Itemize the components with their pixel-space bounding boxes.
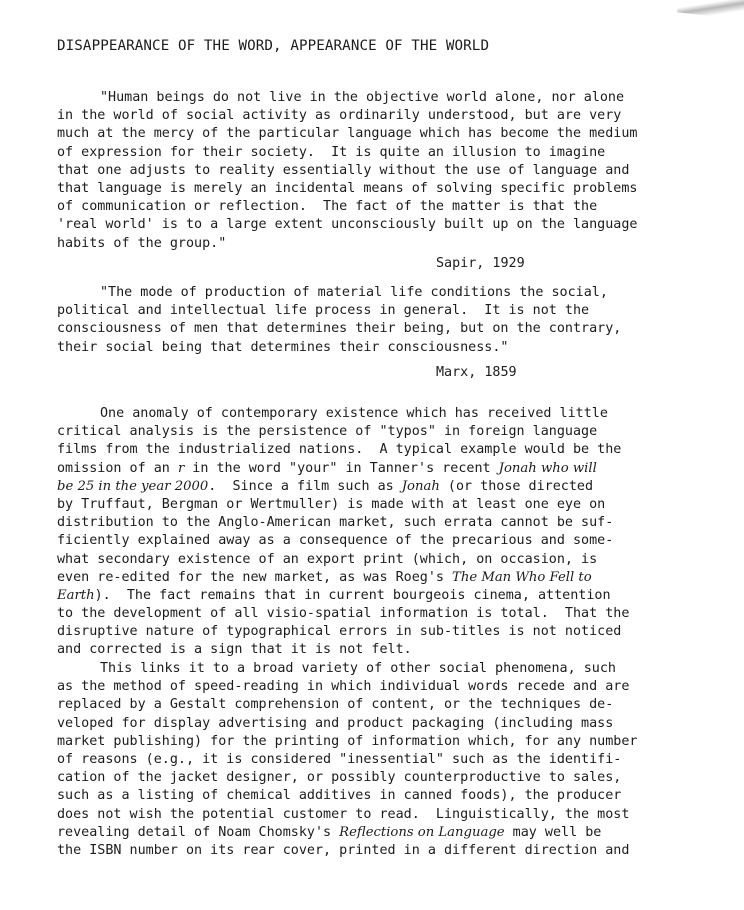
film-title-italic: be 25 in the year 2000 <box>57 478 209 494</box>
text-line: critical analysis is the persistence of "typos" in foreign language <box>57 424 598 440</box>
text-line: revealing detail of Noam Chomsky's Reflections on Language may well be <box>57 824 602 840</box>
book-title-italic: Reflections on Language <box>339 824 505 840</box>
text-line: cation of the jacket designer, or possibly counterproductive to sales, <box>57 770 622 786</box>
text-line: and corrected is a sign that it is not felt. <box>57 642 412 658</box>
text-line: ficiently explained away as a consequence of the precarious and some- <box>57 533 614 549</box>
body-paragraph-1 <box>57 405 717 660</box>
text-line: of communication or reflection. The fact of the matter is that the <box>57 199 598 215</box>
text-line: that language is merely an incidental means of solving specific problems <box>57 180 638 196</box>
text-line: replaced by a Gestalt comprehension of content, or the techniques de- <box>57 697 614 713</box>
text-line: even re-edited for the new market, as was Roeg's The Man Who Fell to <box>57 569 592 585</box>
italic-letter: r <box>177 460 185 476</box>
body-paragraph-2 <box>57 660 717 860</box>
text-line: One anomaly of contemporary existence which has received little <box>100 406 608 421</box>
text-line: of reasons (e.g., it is considered "inessential" such as the identifi- <box>57 751 622 767</box>
text-line: disruptive nature of typographical errors in sub-titles is not noticed <box>57 624 622 640</box>
text-line: "The mode of production of material life conditions the social, <box>100 285 608 300</box>
text-line: that one adjusts to reality essentially without the use of language and <box>57 162 630 178</box>
text-line: as the method of speed-reading in which individual words recede and are <box>57 679 630 695</box>
text-line: does not wish the potential customer to read. Linguistically, the most <box>57 806 630 822</box>
epigraph-quote-marx <box>57 284 717 357</box>
text-line: such as a listing of chemical additives in canned foods), the producer <box>57 788 622 804</box>
attribution-marx: Marx, 1859 <box>436 365 517 380</box>
film-title-italic: Jonah <box>401 478 440 494</box>
text-line: consciousness of men that determines their being, but on the contrary, <box>57 321 622 337</box>
text-line: veloped for display advertising and product packaging (including mass <box>57 715 614 731</box>
text-line: what secondary existence of an export print (which, on occasion, is <box>57 551 598 567</box>
text-line: This links it to a broad variety of other social phenomena, such <box>100 661 616 676</box>
text-line: of expression for their society. It is quite an illusion to imagine <box>57 144 606 160</box>
text-line: political and intellectual life process in general. It is not the <box>57 303 590 319</box>
epigraph-quote-sapir <box>57 89 717 253</box>
attribution-sapir: Sapir, 1929 <box>436 256 525 271</box>
text-line: 'real world' is to a large extent unconsciously built up on the language <box>57 217 638 233</box>
text-line: in the world of social activity as ordinarily understood, but are very <box>57 108 622 124</box>
text-line: the ISBN number on its rear cover, printed in a different direction and <box>57 842 630 858</box>
page-title: DISAPPEARANCE OF THE WORD, APPEARANCE OF THE WORLD <box>57 38 490 54</box>
film-title-italic: Jonah who will <box>498 460 597 476</box>
film-title-italic: Earth <box>57 587 95 603</box>
text-line: to the development of all visio-spatial information is total. That the <box>57 606 630 622</box>
text-line: films from the industrialized nations. A typical example would be the <box>57 442 622 458</box>
text-line: be 25 in the year 2000. Since a film such as Jonah (or those directed <box>57 478 594 494</box>
film-title-italic: The Man Who Fell to <box>452 569 592 585</box>
text-line: by Truffaut, Bergman or Wertmuller) is made with at least one eye on <box>57 496 606 512</box>
text-line: distribution to the Anglo-American market, such errata cannot be suf- <box>57 515 614 531</box>
text-line: habits of the group." <box>57 235 227 251</box>
page-corner-shadow <box>677 0 744 20</box>
text-line: their social being that determines their consciousness." <box>57 339 509 355</box>
text-line: much at the mercy of the particular language which has become the medium <box>57 126 638 142</box>
text-line: Earth). The fact remains that in current bourgeois cinema, attention <box>57 587 611 603</box>
text-line: market publishing) for the printing of information which, for any number <box>57 733 638 749</box>
text-line: "Human beings do not live in the objective world alone, nor alone <box>100 90 625 105</box>
text-line: omission of an r in the word "your" in Tanner's recent Jonah who will <box>57 460 597 476</box>
